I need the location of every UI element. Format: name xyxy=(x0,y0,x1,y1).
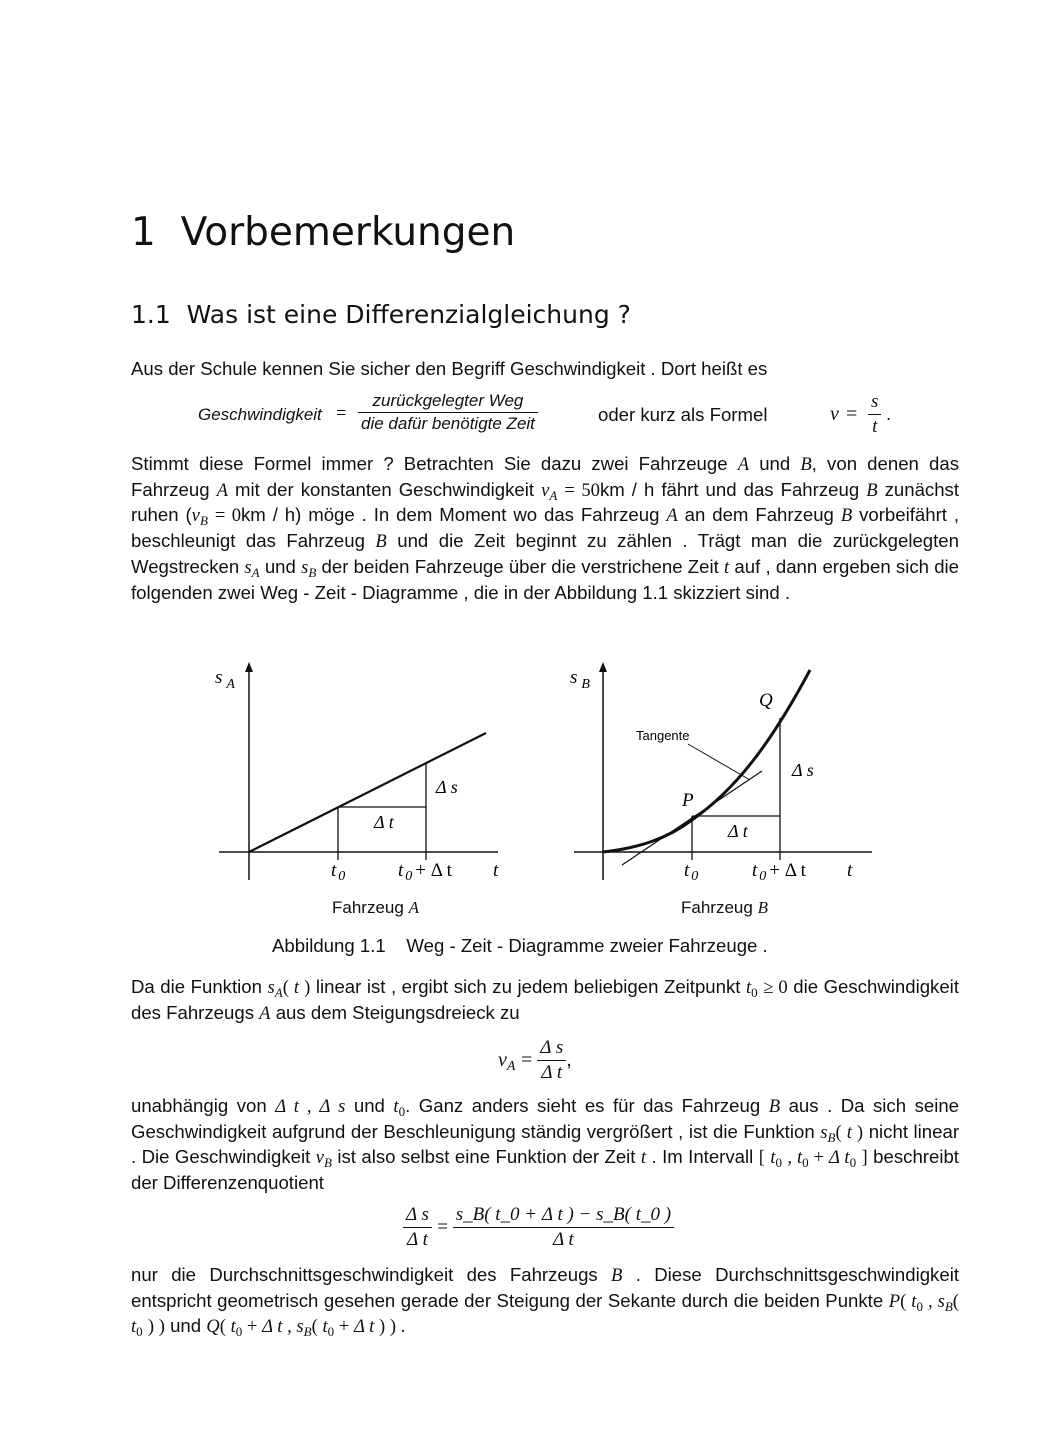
eq1-formula-fraction: $\frac{s}{t}$ xyxy=(868,391,881,438)
delta-t-label: Δ t xyxy=(374,812,394,832)
diagram-vehicle-b xyxy=(570,662,872,884)
eq1-fraction: zurückgelegter Weg die dafür benötigte Zeit xyxy=(358,391,538,434)
eq1-lhs: Geschwindigkeit xyxy=(198,405,322,424)
diagram-vehicle-a xyxy=(215,662,499,884)
figure-caption: Abbildung 1.1 Weg - Zeit - Diagramme zweier Fahrzeuge . xyxy=(272,935,768,956)
point-P-label: P xyxy=(682,790,694,811)
paragraph-linear-function: Da die Funktion $s_A$( t ) linear ist , ergibt sich zu jedem beliebigen Zeitpunkt $t_0 \ge 0$ die Geschwindigkeit des Fahrzeugs A aus dem Steigungsdreieck zu xyxy=(131,976,959,1024)
equation-velocity-a: $v_A$ = $\frac{\text{Δ s}}{\text{Δ t}}$ , xyxy=(498,1037,572,1083)
ylabel-sA: s $_A$ xyxy=(215,667,235,692)
ylabel-sB: s $_B$ xyxy=(570,667,590,692)
paragraph-intro: Aus der Schule kennen Sie sicher den Begriff Geschwindigkeit . Dort heißt es xyxy=(131,358,768,379)
t0-label: t $_0$ xyxy=(331,860,346,884)
caption-vehicle-b: Fahrzeug B xyxy=(681,898,768,917)
tangent-pointer xyxy=(688,744,750,780)
delta-t-label: Δ t xyxy=(728,821,748,841)
equation-velocity-definition: Geschwindigkeit = zurückgelegter Weg die dafür benötigte Zeit oder kurz als Formel v = $\frac{s}{t}$ . xyxy=(198,391,892,437)
delta-s-label: Δ s xyxy=(436,777,458,797)
curve-sb xyxy=(603,670,810,852)
t0-plus-dt-label: t $_0$ + Δ t xyxy=(752,860,806,884)
t-axis-label: t xyxy=(847,860,853,881)
eq1-mid-text: oder kurz als Formel xyxy=(598,404,768,425)
delta-s-label: Δ s xyxy=(792,760,814,780)
paragraph-vehicle-b: unabhängig von Δ t , Δ s und $t_0$. Ganz anders sieht es für das Fahrzeug B aus . Da sich seine Geschwindigkeit aufgrund der Beschleunigung ständig vergrößert , ist die Funktion $s_B$( t ) nicht linear . Die Geschwindigkeit $v_B$ ist also selbst eine Funktion der Zeit t . Im Intervall [ $t_0$ , $t_0 + \Delta$ $t_0$ ] beschreibt der Differenzenquotient xyxy=(131,1095,960,1194)
equation-difference-quotient: $\frac{\text{Δ s}}{\text{Δ t}}$ = $\frac{\text{s\_B( t\_0 + Δ t ) − s\_B( t\_0 )}}{\text{Δ t}}$ xyxy=(403,1204,674,1251)
y-axis-arrow xyxy=(599,662,607,672)
tangent-label: Tangente xyxy=(636,728,690,743)
t0-label: t $_0$ xyxy=(684,860,699,884)
t0-plus-dt-label: t $_0$ + Δ t xyxy=(398,860,452,884)
caption-vehicle-a: Fahrzeug A xyxy=(332,898,419,917)
t-axis-label: t xyxy=(493,860,499,881)
y-axis-arrow xyxy=(245,662,253,672)
point-Q-label: Q xyxy=(759,690,773,711)
section-title: 1.1 Was ist eine Differenzialgleichung ? xyxy=(131,300,631,329)
paragraph-secant: nur die Durchschnittsgeschwindigkeit des Fahrzeugs B . Diese Durchschnittsgeschwindigkeit entspricht geometrisch gesehen gerade der Steigung der Sekante durch die beiden Punkte P( $t_0$ , $s_B$( $t_0$ ) ) und Q( $t_0 + \Delta$ t , $s_B$( $t_0 + \Delta$ t ) ) . xyxy=(131,1264,959,1340)
chapter-title: 1 Vorbemerkungen xyxy=(131,210,516,255)
paragraph-two-vehicles: Stimmt diese Formel immer ? Betrachten Sie dazu zwei Fahrzeuge A und B, von denen das Fahrzeug A mit der konstanten Geschwindigkeit $v_A = 50km / h$ fährt und das Fahrzeug B zunächst ruhen $(v_B = 0km / h)$ möge . In dem Moment wo das Fahrzeug A an dem Fahrzeug B vorbeifährt , beschleunigt das Fahrzeug B und die Zeit beginnt zu zählen . Trägt man die zurückgelegten Wegstrecken $s_A$ und $s_B$ der beiden Fahrzeuge über die verstrichene Zeit t auf , dann ergeben sich die folgenden zwei Weg - Zeit - Diagramme , die in der Abbildung 1.1 skizziert sind . xyxy=(131,453,960,603)
figure-weg-zeit-diagramme xyxy=(0,650,1053,930)
